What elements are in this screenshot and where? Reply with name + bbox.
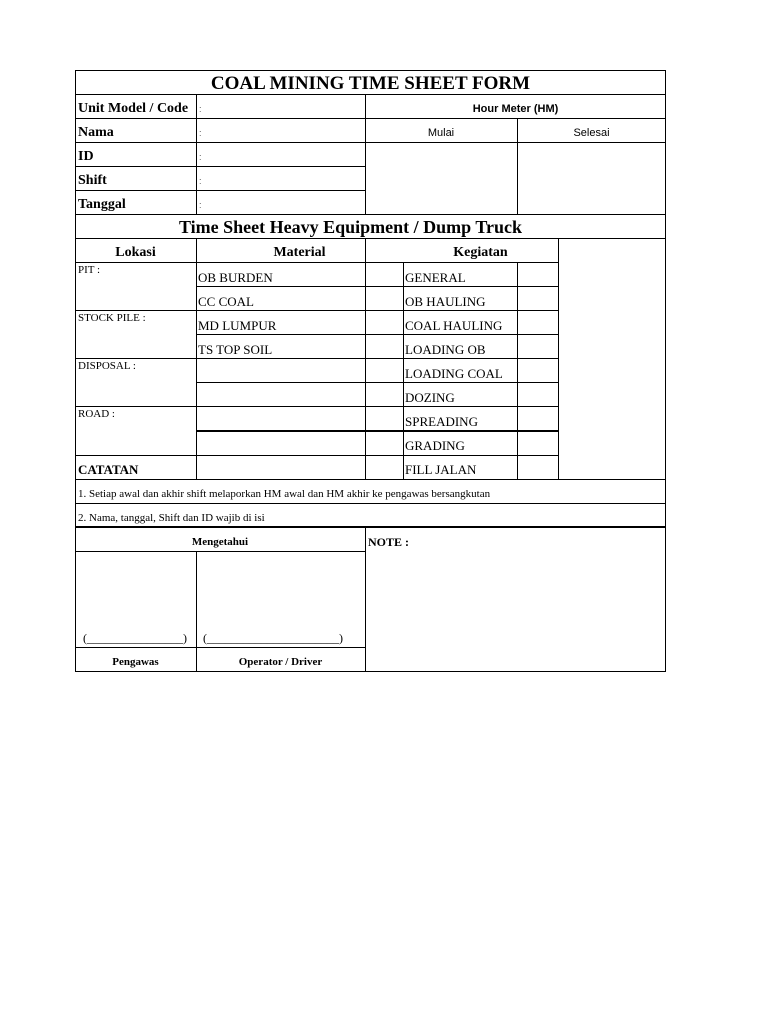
unit-model-field[interactable]: :: [199, 104, 202, 114]
material-check-cell[interactable]: [366, 311, 402, 334]
note-area[interactable]: [366, 550, 664, 670]
lokasi-disposal: DISPOSAL :: [78, 360, 136, 372]
material-item: CC COAL: [198, 294, 254, 309]
mengetahui-heading: Mengetahui: [191, 536, 249, 548]
id-field[interactable]: :: [199, 152, 202, 162]
kegiatan-item: GENERAL: [405, 270, 466, 285]
operator-driver-label: Operator / Driver: [238, 656, 323, 668]
material-check-cell[interactable]: [366, 287, 402, 310]
catatan-label: CATATAN: [78, 462, 139, 477]
id-label: ID: [78, 149, 94, 164]
hm-end-label: Selesai: [573, 127, 610, 139]
material-item: TS TOP SOIL: [198, 342, 273, 357]
kegiatan-check-cell[interactable]: [518, 311, 557, 334]
kegiatan-item: LOADING COAL: [405, 366, 503, 381]
lokasi-header: Lokasi: [115, 245, 156, 260]
lokasi-pit: PIT :: [78, 264, 101, 276]
kegiatan-check-cell[interactable]: [518, 407, 557, 430]
note-line-2: 2. Nama, tanggal, Shift dan ID wajib di isi: [78, 512, 265, 524]
kegiatan-item: COAL HAULING: [405, 318, 503, 333]
shift-label: Shift: [78, 173, 107, 188]
shift-field[interactable]: :: [199, 176, 202, 186]
pengawas-label: Pengawas: [112, 656, 159, 668]
material-header: Material: [273, 245, 326, 260]
form-title: COAL MINING TIME SHEET FORM: [210, 73, 531, 94]
note-line-1: 1. Setiap awal dan akhir shift melaporkan HM awal dan HM akhir ke pengawas bersangkutan: [78, 488, 491, 500]
kegiatan-item: GRADING: [405, 438, 465, 453]
material-item: MD LUMPUR: [198, 318, 277, 333]
kegiatan-check-cell[interactable]: [518, 335, 557, 358]
kegiatan-check-cell[interactable]: [518, 263, 557, 286]
note-label: NOTE :: [368, 535, 410, 549]
kegiatan-check-cell[interactable]: [518, 359, 557, 382]
lokasi-road: ROAD :: [78, 408, 115, 420]
kegiatan-check-cell[interactable]: [518, 383, 557, 406]
nama-field[interactable]: :: [199, 128, 202, 138]
kegiatan-item: DOZING: [405, 390, 455, 405]
lokasi-stock-pile: STOCK PILE :: [78, 312, 146, 324]
kegiatan-item: SPREADING: [405, 414, 478, 429]
kegiatan-check-cell[interactable]: [518, 456, 557, 479]
hm-end-field[interactable]: [518, 143, 665, 214]
operator-signature-blank: (______________________): [203, 631, 343, 645]
unit-model-label: Unit Model / Code: [78, 101, 189, 116]
material-item: OB BURDEN: [198, 270, 273, 285]
kegiatan-header: Kegiatan: [453, 245, 508, 260]
hour-meter-heading: Hour Meter (HM): [472, 103, 559, 115]
tanggal-label: Tanggal: [78, 197, 126, 212]
kegiatan-item: LOADING OB: [405, 342, 486, 357]
kegiatan-item: OB HAULING: [405, 294, 486, 309]
material-check-cell[interactable]: [366, 335, 402, 358]
pengawas-signature-blank: (________________): [83, 631, 187, 645]
material-check-cell[interactable]: [366, 263, 402, 286]
kegiatan-item: FILL JALAN: [405, 462, 477, 477]
hm-start-label: Mulai: [427, 127, 455, 139]
hm-start-field[interactable]: [366, 143, 516, 214]
kegiatan-check-cell[interactable]: [518, 432, 557, 455]
kegiatan-check-cell[interactable]: [518, 287, 557, 310]
tanggal-field[interactable]: :: [199, 200, 202, 210]
section-subtitle: Time Sheet Heavy Equipment / Dump Truck: [178, 217, 523, 237]
nama-label: Nama: [78, 125, 114, 140]
